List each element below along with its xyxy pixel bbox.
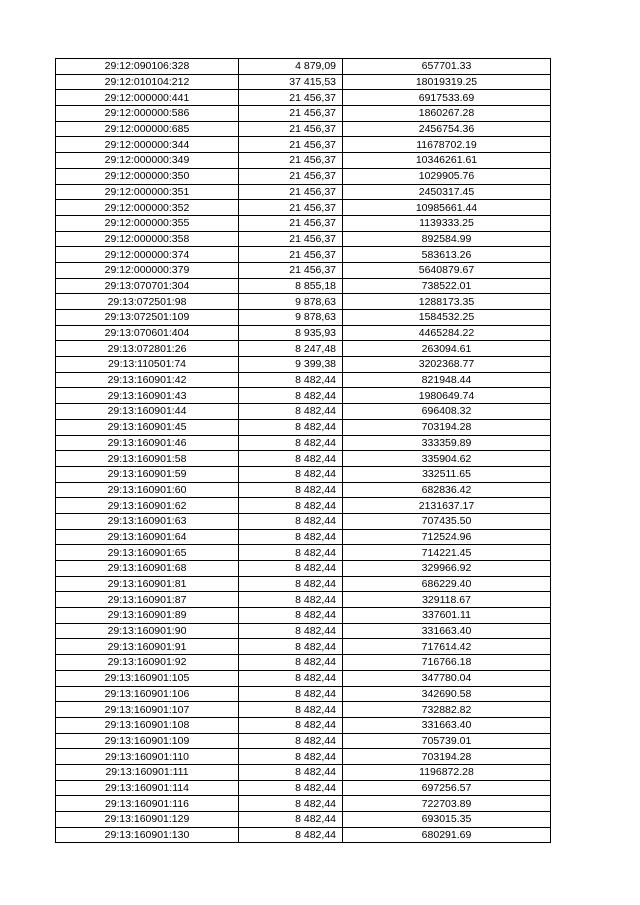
cadastral-value-cell: 1139333.25 [343,215,551,231]
cadastral-value-cell: 1196872.28 [343,764,551,780]
cadastral-value-cell: 6917533.69 [343,90,551,106]
cadastral-number-cell: 29:12:000000:586 [56,106,239,122]
area-cell: 21 456,37 [239,137,343,153]
cadastral-number-cell: 29:13:072801:26 [56,341,239,357]
area-cell: 8 482,44 [239,733,343,749]
cadastral-value-cell: 18019319.25 [343,74,551,90]
cadastral-number-cell: 29:12:000000:349 [56,153,239,169]
cadastral-value-cell: 2456754.36 [343,121,551,137]
cadastral-value-cell: 11678702.19 [343,137,551,153]
area-cell: 8 482,44 [239,388,343,404]
area-cell: 8 482,44 [239,498,343,514]
cadastral-number-cell: 29:12:000000:685 [56,121,239,137]
area-cell: 8 482,44 [239,780,343,796]
cadastral-value-cell: 717614.42 [343,639,551,655]
table-row [56,749,551,765]
cadastral-number-cell: 29:13:160901:42 [56,372,239,388]
cadastral-value-cell: 682836.42 [343,482,551,498]
cadastral-value-cell: 1584532.25 [343,310,551,326]
table-row [56,153,551,169]
cadastral-value-cell: 337601.11 [343,608,551,624]
table-row [56,686,551,702]
table-row [56,466,551,482]
area-cell: 21 456,37 [239,168,343,184]
table-row [56,388,551,404]
cadastral-number-cell: 29:13:160901:90 [56,623,239,639]
table-row [56,545,551,561]
table-row [56,419,551,435]
cadastral-number-cell: 29:13:160901:105 [56,670,239,686]
area-cell: 8 855,18 [239,278,343,294]
area-cell: 21 456,37 [239,121,343,137]
table-row [56,639,551,655]
area-cell: 21 456,37 [239,247,343,263]
cadastral-value-cell: 10985661.44 [343,200,551,216]
cadastral-number-cell: 29:13:160901:109 [56,733,239,749]
table-row [56,796,551,812]
cadastral-number-cell: 29:13:160901:68 [56,561,239,577]
cadastral-value-cell: 722703.89 [343,796,551,812]
cadastral-value-cell: 716766.18 [343,655,551,671]
area-cell: 9 878,63 [239,294,343,310]
table-row [56,200,551,216]
table-row [56,812,551,828]
table-row [56,655,551,671]
table-row [56,623,551,639]
cadastral-number-cell: 29:13:160901:62 [56,498,239,514]
table-row [56,325,551,341]
area-cell: 8 482,44 [239,686,343,702]
area-cell: 8 482,44 [239,827,343,843]
table-row [56,435,551,451]
cadastral-number-cell: 29:13:160901:89 [56,608,239,624]
area-cell: 21 456,37 [239,200,343,216]
cadastral-value-cell: 696408.32 [343,404,551,420]
cadastral-value-cell: 1288173.35 [343,294,551,310]
area-cell: 8 482,44 [239,702,343,718]
table-row [56,215,551,231]
area-cell: 8 482,44 [239,419,343,435]
table-row [56,733,551,749]
cadastral-value-cell: 821948.44 [343,372,551,388]
area-cell: 8 482,44 [239,451,343,467]
area-cell: 9 399,38 [239,357,343,373]
area-cell: 8 482,44 [239,796,343,812]
cadastral-value-cell: 335904.62 [343,451,551,467]
area-cell: 8 482,44 [239,764,343,780]
table-row [56,294,551,310]
table-row [56,59,551,75]
cadastral-value-cell: 5640879.67 [343,262,551,278]
cadastral-number-cell: 29:13:160901:64 [56,529,239,545]
table-row [56,498,551,514]
area-cell: 21 456,37 [239,215,343,231]
cadastral-value-cell: 342690.58 [343,686,551,702]
cadastral-value-cell: 4465284.22 [343,325,551,341]
area-cell: 21 456,37 [239,262,343,278]
area-cell: 8 482,44 [239,749,343,765]
cadastral-number-cell: 29:13:070601:404 [56,325,239,341]
cadastral-number-cell: 29:12:000000:350 [56,168,239,184]
cadastral-value-cell: 697256.57 [343,780,551,796]
cadastral-number-cell: 29:13:160901:130 [56,827,239,843]
table-row [56,231,551,247]
table-row [56,529,551,545]
table-row [56,310,551,326]
area-cell: 8 482,44 [239,592,343,608]
cadastral-value-cell: 732882.82 [343,702,551,718]
table-row [56,90,551,106]
table-row [56,247,551,263]
table-row [56,561,551,577]
cadastral-number-cell: 29:12:000000:379 [56,262,239,278]
cadastral-number-cell: 29:12:000000:358 [56,231,239,247]
cadastral-number-cell: 29:13:160901:46 [56,435,239,451]
cadastral-value-cell: 329118.67 [343,592,551,608]
cadastral-number-cell: 29:13:160901:107 [56,702,239,718]
cadastral-number-cell: 29:12:090106:328 [56,59,239,75]
cadastral-number-cell: 29:13:160901:92 [56,655,239,671]
table-row [56,74,551,90]
cadastral-value-cell: 686229.40 [343,576,551,592]
cadastral-number-cell: 29:12:000000:352 [56,200,239,216]
table-row [56,341,551,357]
cadastral-number-cell: 29:12:000000:351 [56,184,239,200]
area-cell: 21 456,37 [239,90,343,106]
area-cell: 8 482,44 [239,404,343,420]
area-cell: 8 482,44 [239,545,343,561]
area-cell: 21 456,37 [239,184,343,200]
table-body [56,59,551,843]
table-row [56,262,551,278]
table-row [56,702,551,718]
cadastral-value-cell: 693015.35 [343,812,551,828]
area-cell: 9 878,63 [239,310,343,326]
cadastral-number-cell: 29:13:160901:65 [56,545,239,561]
table-row [56,404,551,420]
area-cell: 4 879,09 [239,59,343,75]
table-row [56,513,551,529]
area-cell: 8 482,44 [239,529,343,545]
cadastral-value-cell: 332511.65 [343,466,551,482]
area-cell: 8 482,44 [239,639,343,655]
area-cell: 21 456,37 [239,106,343,122]
cadastral-number-cell: 29:13:160901:59 [56,466,239,482]
table-row [56,357,551,373]
cadastral-number-cell: 29:12:000000:355 [56,215,239,231]
cadastral-number-cell: 29:13:160901:43 [56,388,239,404]
cadastral-number-cell: 29:13:160901:129 [56,812,239,828]
cadastral-value-cell: 705739.01 [343,733,551,749]
area-cell: 8 482,44 [239,513,343,529]
table-row [56,482,551,498]
area-cell: 8 482,44 [239,717,343,733]
area-cell: 8 482,44 [239,623,343,639]
cadastral-value-cell: 1980649.74 [343,388,551,404]
cadastral-value-cell: 1860267.28 [343,106,551,122]
cadastral-number-cell: 29:13:160901:114 [56,780,239,796]
cadastral-value-cell: 738522.01 [343,278,551,294]
cadastral-number-cell: 29:13:160901:116 [56,796,239,812]
cadastral-number-cell: 29:13:160901:63 [56,513,239,529]
area-cell: 8 482,44 [239,608,343,624]
area-cell: 8 935,93 [239,325,343,341]
cadastral-number-cell: 29:12:000000:344 [56,137,239,153]
area-cell: 8 247,48 [239,341,343,357]
cadastral-value-cell: 712524.96 [343,529,551,545]
cadastral-number-cell: 29:13:160901:106 [56,686,239,702]
table-row [56,372,551,388]
table-row [56,106,551,122]
area-cell: 37 415,53 [239,74,343,90]
cadastral-value-cell: 680291.69 [343,827,551,843]
cadastral-value-cell: 583613.26 [343,247,551,263]
table-row [56,764,551,780]
cadastral-value-cell: 10346261.61 [343,153,551,169]
area-cell: 8 482,44 [239,576,343,592]
table-row [56,670,551,686]
cadastral-number-cell: 29:13:072501:109 [56,310,239,326]
cadastral-number-cell: 29:13:160901:81 [56,576,239,592]
area-cell: 8 482,44 [239,372,343,388]
cadastral-value-cell: 331663.40 [343,623,551,639]
cadastral-number-cell: 29:12:010104:212 [56,74,239,90]
cadastral-value-cell: 703194.28 [343,419,551,435]
table-row [56,121,551,137]
table-row [56,137,551,153]
cadastral-number-cell: 29:13:070701:304 [56,278,239,294]
table-row [56,576,551,592]
cadastral-number-cell: 29:13:160901:87 [56,592,239,608]
area-cell: 8 482,44 [239,466,343,482]
area-cell: 8 482,44 [239,482,343,498]
table-row [56,278,551,294]
cadastral-value-cell: 703194.28 [343,749,551,765]
cadastral-value-cell: 329966.92 [343,561,551,577]
cadastral-value-cell: 331663.40 [343,717,551,733]
cadastral-value-cell: 707435.50 [343,513,551,529]
cadastral-number-cell: 29:13:160901:111 [56,764,239,780]
cadastral-number-cell: 29:13:160901:58 [56,451,239,467]
cadastral-number-cell: 29:13:160901:110 [56,749,239,765]
table-row [56,184,551,200]
cadastral-value-cell: 892584.99 [343,231,551,247]
cadastral-number-cell: 29:12:000000:441 [56,90,239,106]
cadastral-number-cell: 29:13:160901:44 [56,404,239,420]
cadastral-number-cell: 29:12:000000:374 [56,247,239,263]
table-row [56,168,551,184]
cadastral-value-table [55,58,551,843]
table-row [56,717,551,733]
cadastral-value-cell: 3202368.77 [343,357,551,373]
table-row [56,592,551,608]
cadastral-value-cell: 714221.45 [343,545,551,561]
area-cell: 8 482,44 [239,435,343,451]
cadastral-number-cell: 29:13:110501:74 [56,357,239,373]
area-cell: 8 482,44 [239,655,343,671]
area-cell: 21 456,37 [239,231,343,247]
table-row [56,608,551,624]
cadastral-value-cell: 2450317.45 [343,184,551,200]
table-row [56,451,551,467]
cadastral-number-cell: 29:13:160901:91 [56,639,239,655]
cadastral-number-cell: 29:13:072501:98 [56,294,239,310]
cadastral-value-cell: 347780.04 [343,670,551,686]
cadastral-value-cell: 2131637.17 [343,498,551,514]
cadastral-value-cell: 263094.61 [343,341,551,357]
table-row [56,827,551,843]
area-cell: 8 482,44 [239,561,343,577]
cadastral-number-cell: 29:13:160901:45 [56,419,239,435]
area-cell: 21 456,37 [239,153,343,169]
cadastral-value-cell: 333359.89 [343,435,551,451]
cadastral-value-cell: 1029905.76 [343,168,551,184]
cadastral-number-cell: 29:13:160901:108 [56,717,239,733]
area-cell: 8 482,44 [239,670,343,686]
cadastral-number-cell: 29:13:160901:60 [56,482,239,498]
cadastral-value-cell: 657701.33 [343,59,551,75]
table-row [56,780,551,796]
area-cell: 8 482,44 [239,812,343,828]
